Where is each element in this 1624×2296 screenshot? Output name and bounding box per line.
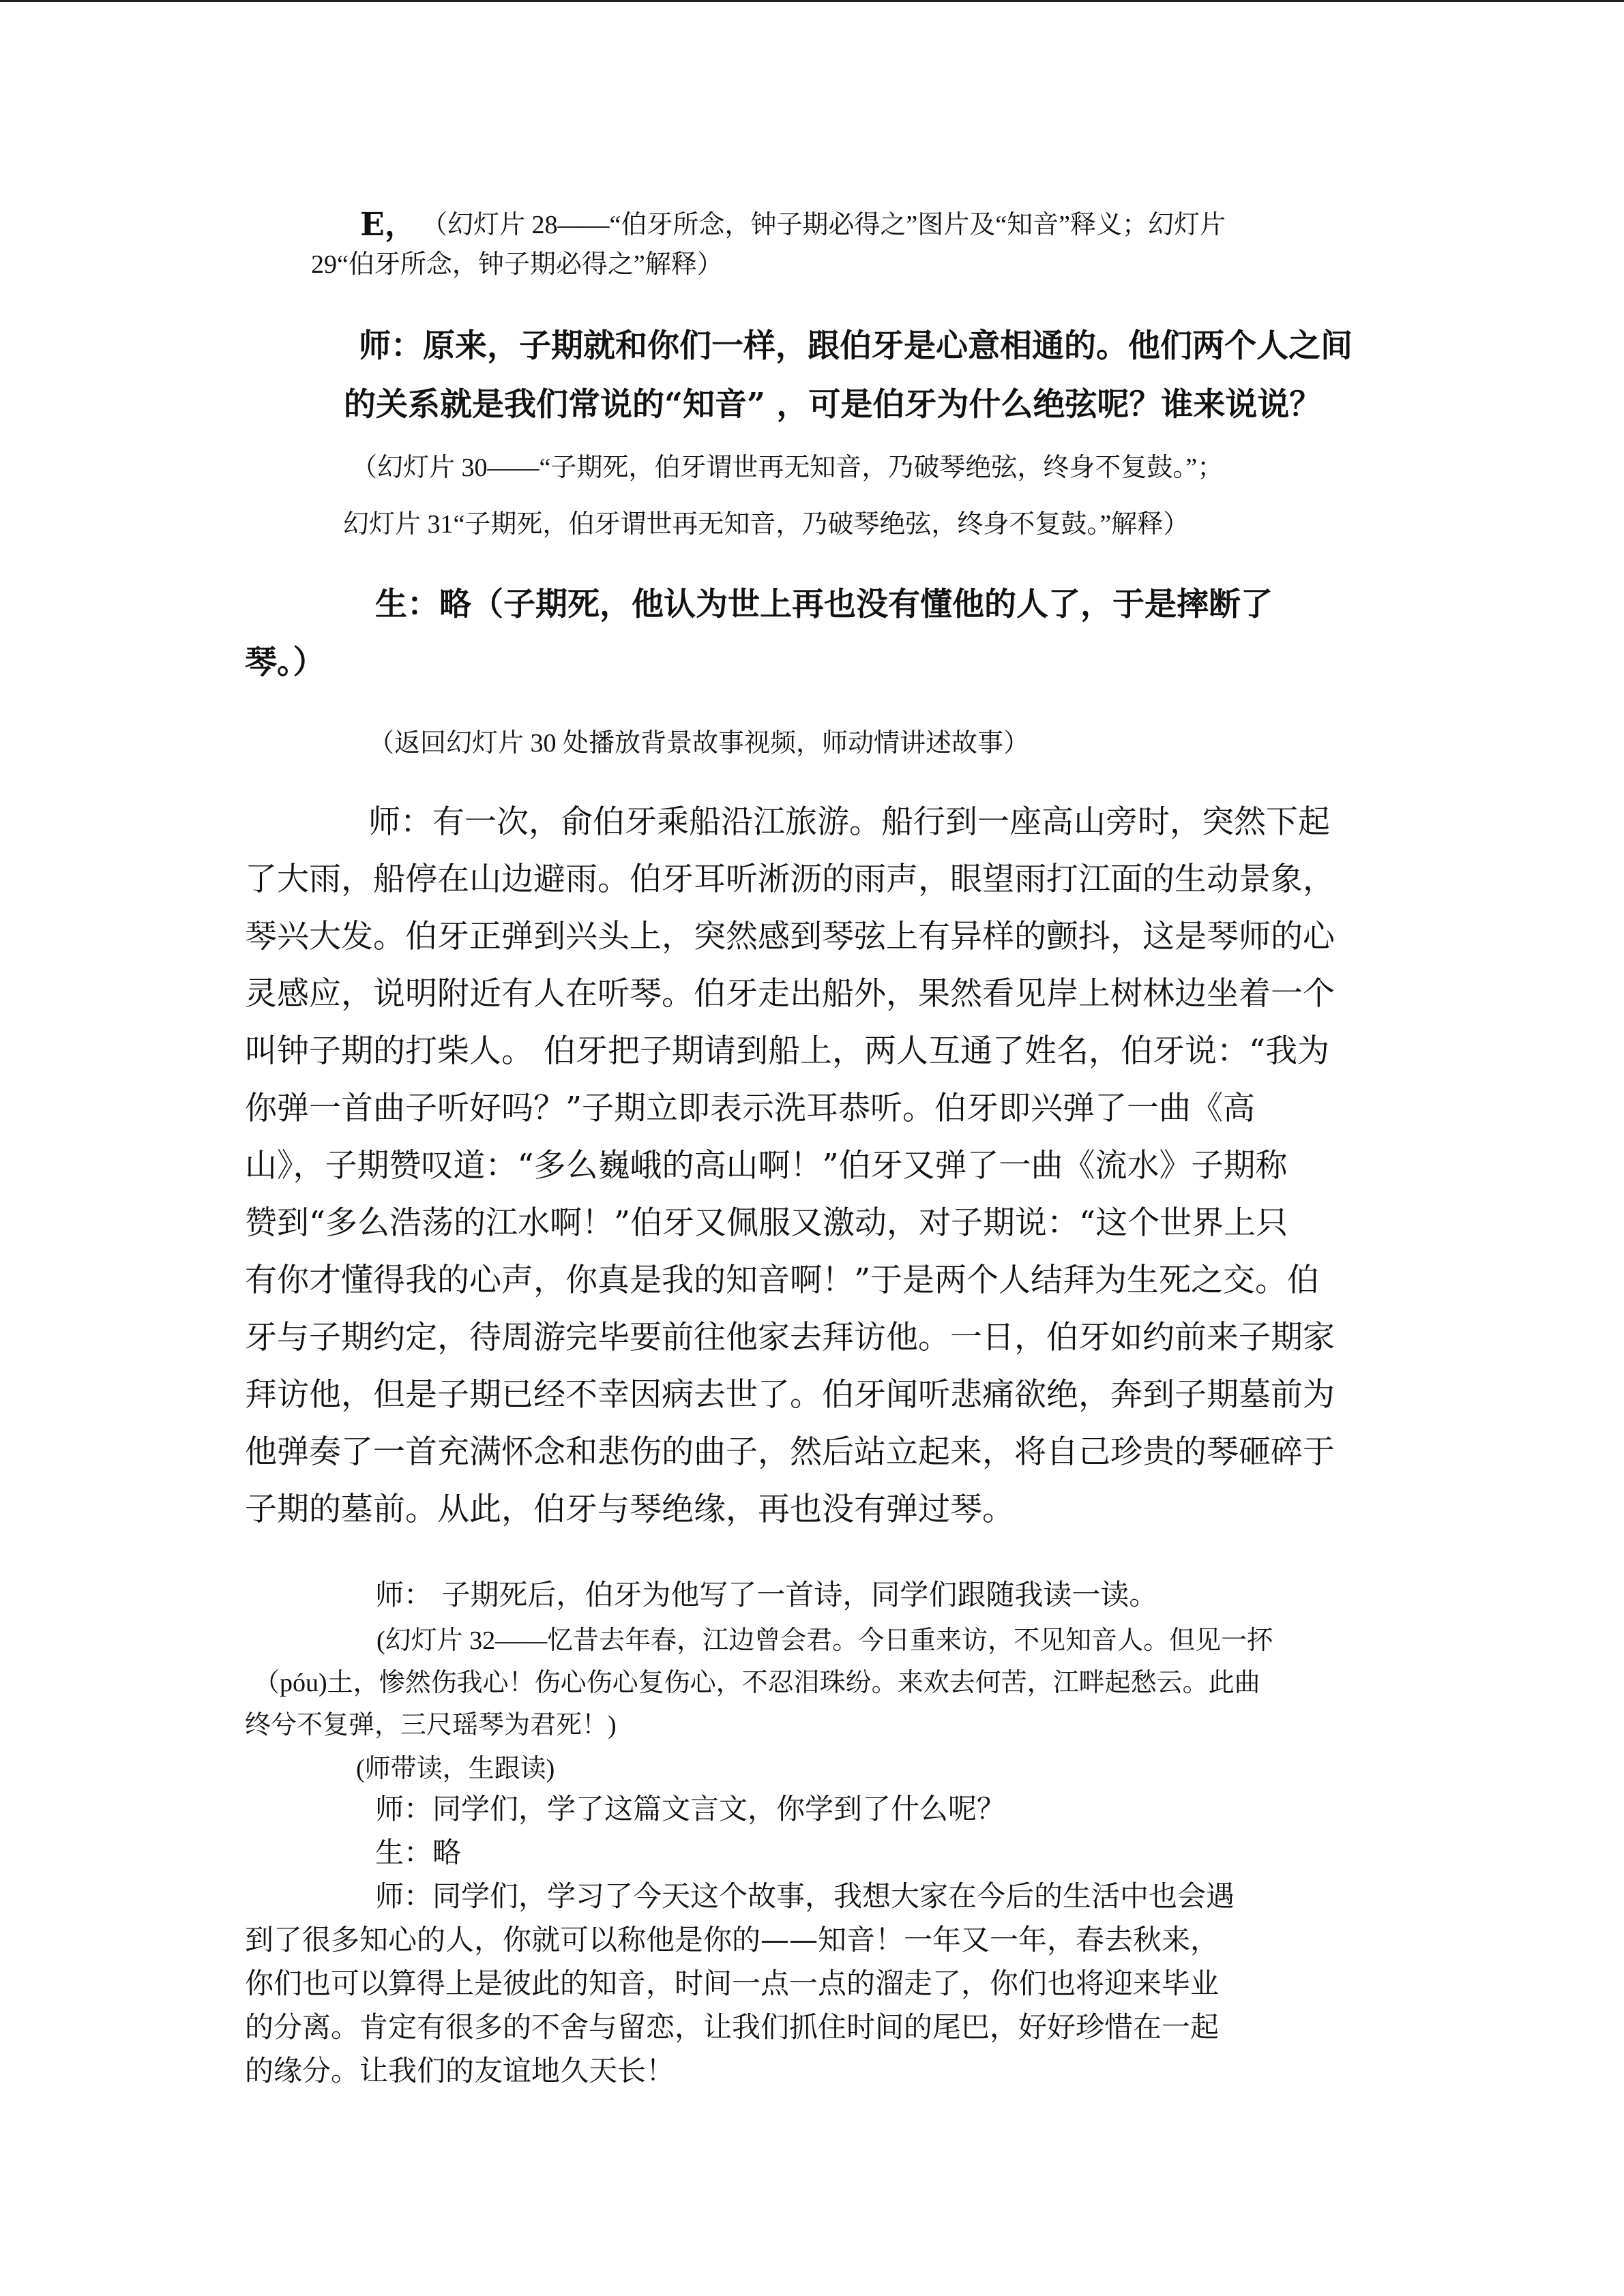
story-line: 师：有一次，俞伯牙乘船沿江旅游。船行到一座高山旁时，突然下起: [368, 803, 1330, 841]
story-line: 琴兴大发。伯牙正弹到兴头上，突然感到琴弦上有异样的颤抖，这是琴师的心: [245, 918, 1335, 955]
slide-32-poem-line1: (幻灯片 32——忆昔去年春，江边曾会君。今日重来访，不见知音人。但见一抔: [377, 1626, 1273, 1655]
student-line-1a: 生：略（子期死，他认为世上再也没有懂他的人了，于是摔断了: [375, 586, 1273, 623]
teacher-line-1a: 师：原来，子期就和你们一样，跟伯牙是心意相通的。他们两个人之间: [359, 327, 1353, 365]
closing-line: 师：同学们，学习了今天这个故事，我想大家在今后的生活中也会遇: [375, 1879, 1235, 1913]
video-stage-note: （返回幻灯片 30 处播放背景故事视频，师动情讲述故事）: [368, 729, 1030, 758]
story-line: 拜访他，但是子期已经不幸因病去世了。伯牙闻听悲痛欲绝，奔到子期墓前为: [245, 1376, 1335, 1414]
story-line: 有你才懂得我的心声，你真是我的知音啊！”于是两个人结拜为生死之交。伯: [245, 1262, 1320, 1299]
page-top-border: [0, 0, 1624, 2]
story-line: 灵感应，说明附近有人在听琴。伯牙走出船外，果然看见岸上树林边坐着一个: [245, 975, 1335, 1013]
closing-line: 到了很多知心的人，你就可以称他是你的——知音！一年又一年，春去秋来，: [245, 1923, 1220, 1956]
story-line: 你弹一首曲子听好吗？”子期立即表示洗耳恭听。伯牙即兴弹了一曲《高: [245, 1090, 1256, 1127]
closing-line: 的分离。肯定有很多的不舍与留恋，让我们抓住时间的尾巴，好好珍惜在一起: [245, 2010, 1220, 2044]
teacher-question: 师：同学们，学了这篇文言文，你学到了什么呢？: [375, 1792, 1006, 1825]
read-along-note: (师带读，生跟读): [356, 1755, 555, 1783]
story-line: 子期的墓前。从此，伯牙与琴绝缘，再也没有弹过琴。: [245, 1491, 1014, 1528]
teacher-poem-intro: 师： 子期死后，伯牙为他写了一首诗，同学们跟随我读一读。: [375, 1578, 1158, 1611]
story-line: 牙与子期约定，待周游完毕要前往他家去拜访他。一日，伯牙如约前来子期家: [245, 1319, 1335, 1356]
slide-28-29-note-line2: 29“伯牙所念，钟子期必得之”解释）: [311, 250, 723, 279]
teacher-line-1b: 的关系就是我们常说的“知音” ，可是伯牙为什么绝弦呢？谁来说说？: [344, 386, 1322, 423]
slide-31-note: 幻灯片 31“子期死，伯牙谓世再无知音，乃破琴绝弦，终身不复鼓。”解释）: [343, 510, 1190, 539]
slide-32-poem-line3: 终兮不复弹，三尺瑶琴为君死！): [245, 1711, 617, 1740]
story-line: 赞到“多么浩荡的江水啊！”伯牙又佩服又激动，对子期说：“这个世界上只: [245, 1204, 1288, 1242]
story-line: 他弹奏了一首充满怀念和悲伤的曲子，然后站立起来，将自己珍贵的琴砸碎于: [245, 1433, 1335, 1471]
story-line: 叫钟子期的打柴人。 伯牙把子期请到船上，两人互通了姓名，伯牙说：“我为: [245, 1032, 1329, 1070]
slide-30-note: （幻灯片 30——“子期死，伯牙谓世再无知音，乃破琴绝弦，终身不复鼓。”；: [351, 453, 1224, 482]
story-line: 山》，子期赞叹道：“多么巍峨的高山啊！”伯牙又弹了一曲《流水》子期称: [245, 1147, 1288, 1184]
student-line-1b: 琴。）: [245, 644, 325, 681]
student-answer: 生：略: [375, 1836, 462, 1869]
section-e-marker: E，: [360, 206, 417, 243]
closing-line: 你们也可以算得上是彼此的知音，时间一点一点的溜走了，你们也将迎来毕业: [245, 1967, 1220, 2000]
slide-32-poem-line2: （póu)土，惨然伤我心！伤心伤心复伤心，不忍泪珠纷。来欢去何苦，江畔起愁云。此曲: [254, 1669, 1260, 1697]
story-line: 了大雨，船停在山边避雨。伯牙耳听淅沥的雨声，眼望雨打江面的生动景象，: [245, 861, 1335, 898]
slide-28-29-note-line1: （幻灯片 28——“伯牙所念，钟子期必得之”图片及“知音”释义；幻灯片: [422, 211, 1226, 239]
closing-line: 的缘分。让我们的友谊地久天长！: [245, 2054, 675, 2087]
